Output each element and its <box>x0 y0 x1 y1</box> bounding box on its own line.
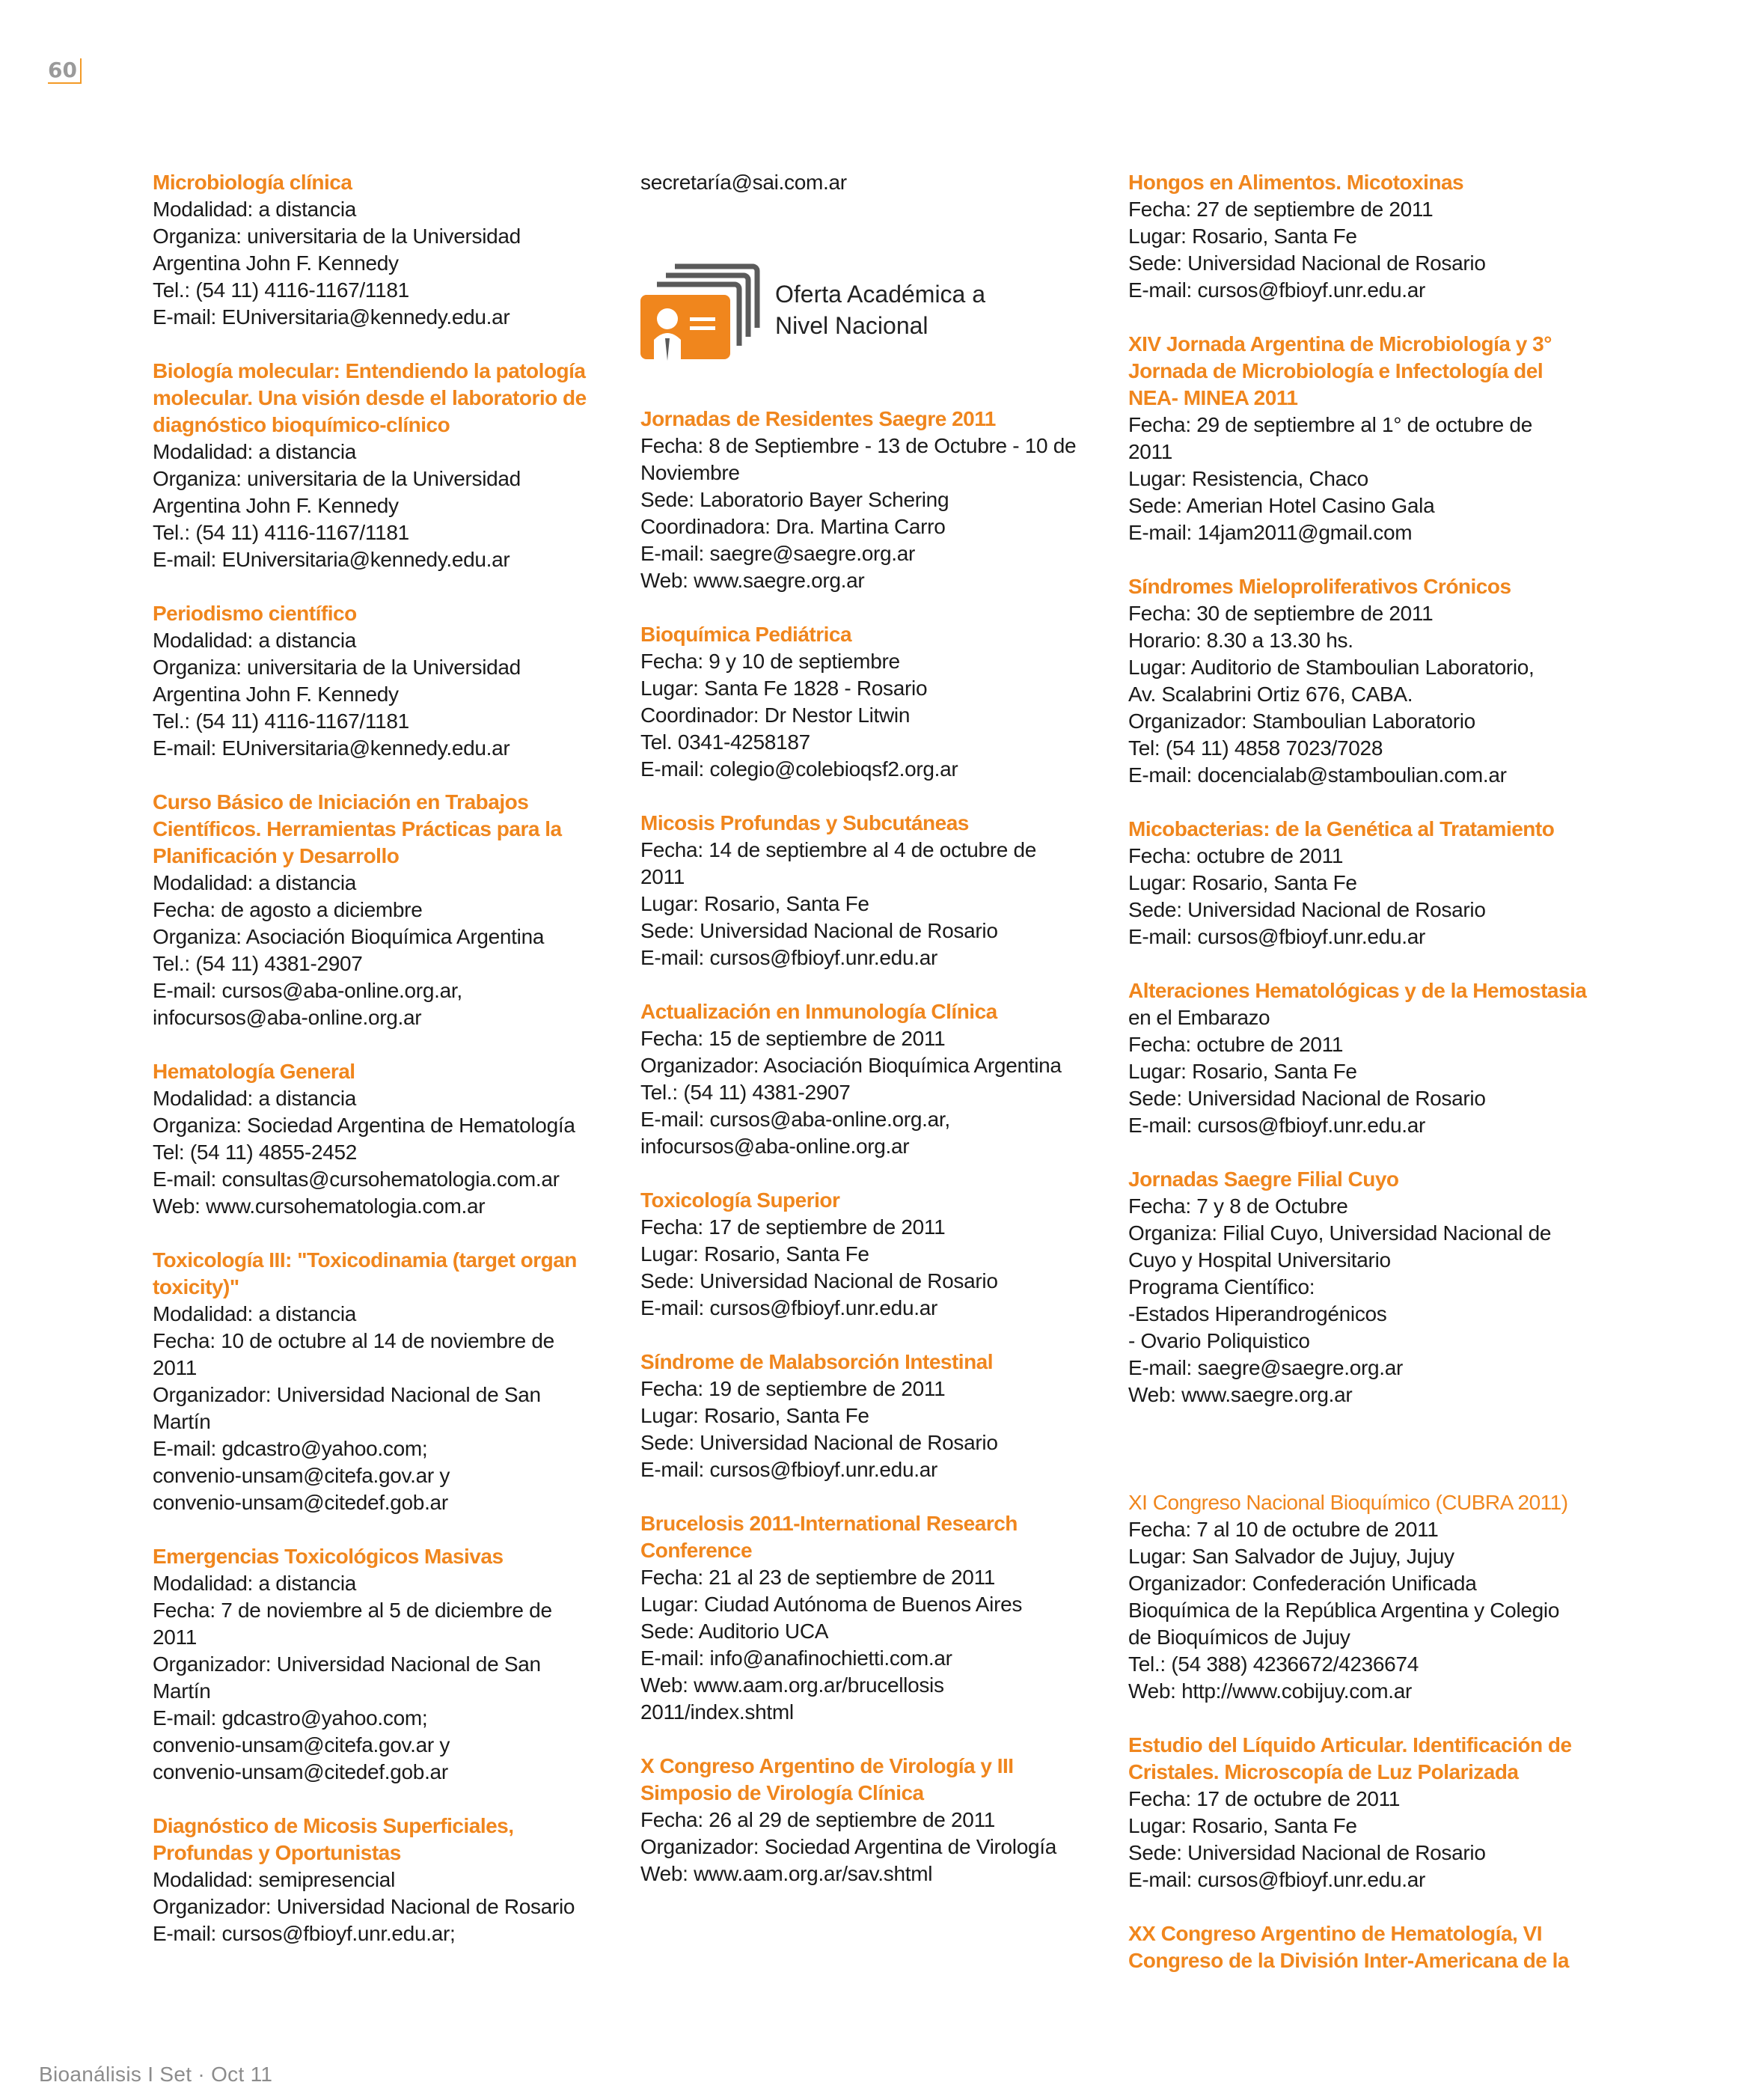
event-detail-line: infocursos@aba-online.org.ar <box>640 1135 910 1158</box>
event-detail-line: Modalidad: a distancia <box>153 1087 357 1110</box>
event-detail-line: Sede: Universidad Nacional de Rosario <box>1128 1087 1486 1110</box>
event-detail-line: Sede: Laboratorio Bayer Schering <box>640 488 949 511</box>
event-detail-line: 2011 <box>1128 440 1173 463</box>
event-title-continuation: en el Embarazo <box>1128 1006 1270 1029</box>
event-title-text: Microbiología clínica <box>153 171 352 194</box>
event-title <box>1128 1489 1607 1516</box>
event-title <box>1128 1732 1607 1786</box>
event-detail-line: -Estados Hiperandrogénicos <box>1128 1302 1387 1325</box>
section-header <box>640 256 1104 361</box>
academic-offer-icon <box>640 256 768 361</box>
event-detail-line: Coordinador: Dr Nestor Litwin <box>640 703 911 727</box>
event-entry <box>1128 1489 1607 1705</box>
event-title <box>640 1187 1104 1214</box>
event-entry <box>153 169 617 331</box>
event-detail-line: Fecha: 19 de septiembre de 2011 <box>640 1377 946 1400</box>
event-detail-line: Martín <box>153 1410 211 1433</box>
event-detail-line: - Ovario Poliquistico <box>1128 1329 1310 1352</box>
event-title-text: Curso Básico de Iniciación en Trabajos Científicos. Herramientas Prácticas para la Planificación y Desarrollo <box>153 790 562 867</box>
event-detail-line: infocursos@aba-online.org.ar <box>153 1006 422 1029</box>
event-detail-line: Modalidad: a distancia <box>153 198 357 221</box>
event-detail-line: Argentina John F. Kennedy <box>153 251 399 275</box>
event-entry <box>1128 331 1607 546</box>
event-title-text: Hongos en Alimentos. Micotoxinas <box>1128 171 1464 194</box>
event-title-text: Toxicología Superior <box>640 1188 840 1212</box>
event-title-text: Periodismo científico <box>153 602 357 625</box>
event-title-text: Bioquímica Pediátrica <box>640 623 852 646</box>
event-detail-line: Sede: Universidad Nacional de Rosario <box>1128 1841 1486 1864</box>
event-entry <box>153 600 617 762</box>
event-detail-line: Lugar: Rosario, Santa Fe <box>640 892 869 915</box>
event-detail-line: E-mail: saegre@saegre.org.ar <box>640 542 916 565</box>
event-detail-line: Argentina John F. Kennedy <box>153 683 399 706</box>
event-detail-line: Modalidad: a distancia <box>153 1302 357 1325</box>
event-entry <box>1128 573 1607 789</box>
event-detail-line: convenio-unsam@citefa.gov.ar y <box>153 1464 450 1487</box>
event-title <box>153 789 617 870</box>
event-detail-line: Fecha: 27 de septiembre de 2011 <box>1128 198 1434 221</box>
event-entry <box>1128 816 1607 950</box>
event-detail-line: Lugar: Rosario, Santa Fe <box>1128 1814 1357 1837</box>
event-entry <box>153 1543 617 1786</box>
event-detail-line: Sede: Universidad Nacional de Rosario <box>1128 251 1486 275</box>
event-detail-line: Organizador: Universidad Nacional de San <box>153 1383 541 1406</box>
page-number: 60 <box>48 58 82 84</box>
event-entry <box>1128 977 1607 1139</box>
event-detail-line: Web: www.cursohematologia.com.ar <box>153 1194 486 1218</box>
event-title <box>153 1543 617 1570</box>
event-title <box>153 1247 617 1301</box>
event-title-text: Emergencias Toxicológicos Masivas <box>153 1545 504 1568</box>
event-detail-line: Cuyo y Hospital Universitario <box>1128 1248 1391 1272</box>
event-title-text: Biología molecular: Entendiendo la patología molecular. Una visión desde el laboratorio de diagnóstico bioquímico-clínico <box>153 359 587 436</box>
page-footer: Bioanálisis I Set · Oct 11 <box>39 2063 273 2086</box>
event-title-text: Hematología General <box>153 1060 355 1083</box>
event-title <box>1128 816 1607 843</box>
event-detail-line: Tel.: (54 11) 4116-1167/1181 <box>153 709 409 733</box>
event-title-text: Jornadas Saegre Filial Cuyo <box>1128 1167 1399 1191</box>
entry-continuation <box>640 169 1104 196</box>
event-title-text: Diagnóstico de Micosis Superficiales, Profundas y Oportunistas <box>153 1814 514 1864</box>
event-detail-line: E-mail: gdcastro@yahoo.com; <box>153 1706 428 1730</box>
event-detail-line: Programa Científico: <box>1128 1275 1315 1298</box>
event-detail-line: Sede: Auditorio UCA <box>640 1620 829 1643</box>
event-detail-line: Organizador: Universidad Nacional de Rosario <box>153 1895 575 1918</box>
event-detail-line: Lugar: Auditorio de Stamboulian Laboratorio, <box>1128 656 1535 679</box>
event-detail-line: Web: www.saegre.org.ar <box>1128 1383 1353 1406</box>
event-title <box>1128 169 1607 196</box>
event-entry <box>153 1247 617 1516</box>
event-detail-line: Noviembre <box>640 461 740 484</box>
event-detail-line: Tel.: (54 11) 4381-2907 <box>153 952 363 975</box>
event-detail-line: 2011 <box>153 1356 198 1379</box>
event-detail-line: Tel. 0341-4258187 <box>640 730 810 754</box>
event-detail-line: Sede: Universidad Nacional de Rosario <box>640 919 998 942</box>
event-detail-line: Fecha: de agosto a diciembre <box>153 898 423 921</box>
event-title <box>153 1058 617 1085</box>
event-detail-line: Fecha: 29 de septiembre al 1° de octubre de <box>1128 413 1532 436</box>
event-detail-line: Modalidad: a distancia <box>153 629 357 652</box>
event-detail-line: E-mail: EUniversitaria@kennedy.edu.ar <box>153 548 510 571</box>
event-title <box>640 810 1104 837</box>
event-entry <box>1128 169 1607 304</box>
event-detail-line: E-mail: cursos@fbioyf.unr.edu.ar <box>640 1458 937 1481</box>
event-title-text: Micobacterias: de la Genética al Tratamiento <box>1128 817 1555 840</box>
event-detail-line: Bioquímica de la República Argentina y Colegio <box>1128 1599 1560 1622</box>
event-detail-line: Lugar: Rosario, Santa Fe <box>1128 225 1357 248</box>
event-detail-line: Lugar: Rosario, Santa Fe <box>1128 871 1357 894</box>
event-detail-line: Web: www.aam.org.ar/sav.shtml <box>640 1862 933 1885</box>
event-detail-line: Av. Scalabrini Ortiz 676, CABA. <box>1128 683 1413 706</box>
event-title <box>1128 1166 1607 1193</box>
event-detail-line: E-mail: 14jam2011@gmail.com <box>1128 521 1413 544</box>
event-title-text: Micosis Profundas y Subcutáneas <box>640 811 969 834</box>
column-2 <box>640 169 1104 1914</box>
event-detail-line: E-mail: consultas@cursohematologia.com.ar <box>153 1167 560 1191</box>
event-detail-line: E-mail: docencialab@stamboulian.com.ar <box>1128 763 1507 787</box>
event-title <box>640 621 1104 648</box>
event-detail-line: Organizador: Universidad Nacional de San <box>153 1652 541 1676</box>
event-detail-line: Organizador: Stamboulian Laboratorio <box>1128 709 1475 733</box>
event-title <box>1128 977 1607 1031</box>
event-detail-line: Tel.: (54 11) 4381-2907 <box>640 1081 851 1104</box>
event-detail-line: Tel.: (54 11) 4116-1167/1181 <box>153 278 409 302</box>
event-detail-line: Organizador: Asociación Bioquímica Argentina <box>640 1054 1062 1077</box>
event-detail-line: convenio-unsam@citedef.gob.ar <box>153 1491 448 1514</box>
event-entry <box>640 406 1104 594</box>
event-detail-line: Modalidad: semipresencial <box>153 1868 396 1891</box>
event-entry <box>1128 1166 1607 1408</box>
event-detail-line: E-mail: colegio@colebioqsf2.org.ar <box>640 757 958 781</box>
event-detail-line: Organizador: Sociedad Argentina de Virología <box>640 1835 1057 1858</box>
event-detail-line: Modalidad: a distancia <box>153 440 357 463</box>
event-detail-line: E-mail: EUniversitaria@kennedy.edu.ar <box>153 736 510 760</box>
event-title-text: Síndromes Mieloproliferativos Crónicos <box>1128 575 1511 598</box>
event-detail-line: Argentina John F. Kennedy <box>153 494 399 517</box>
event-detail-line: E-mail: cursos@aba-online.org.ar, <box>640 1108 950 1131</box>
event-title <box>153 600 617 627</box>
event-detail-line: Fecha: 8 de Septiembre - 13 de Octubre - 10 de <box>640 434 1077 457</box>
event-entry <box>153 789 617 1031</box>
event-entry <box>640 1187 1104 1322</box>
spacer <box>1128 1435 1607 1489</box>
event-title <box>640 998 1104 1025</box>
event-detail-line: Organiza: universitaria de la Universidad <box>153 656 521 679</box>
event-detail-line: Organiza: Filial Cuyo, Universidad Nacional de <box>1128 1221 1552 1245</box>
event-detail-line: E-mail: saegre@saegre.org.ar <box>1128 1356 1404 1379</box>
event-title <box>640 1510 1104 1564</box>
event-title <box>153 1813 617 1867</box>
event-detail-line: Lugar: San Salvador de Jujuy, Jujuy <box>1128 1545 1454 1568</box>
event-title <box>153 169 617 196</box>
event-title-text: Actualización en Inmunología Clínica <box>640 1000 997 1023</box>
event-detail-line: E-mail: info@anafinochietti.com.ar <box>640 1646 952 1670</box>
event-title-text: Alteraciones Hematológicas y de la Hemostasia <box>1128 979 1587 1002</box>
event-detail-line: E-mail: cursos@fbioyf.unr.edu.ar <box>1128 1868 1425 1891</box>
event-entry <box>640 810 1104 971</box>
event-entry <box>1128 1920 1607 1974</box>
event-detail-line: E-mail: cursos@aba-online.org.ar, <box>153 979 462 1002</box>
event-detail-line: Sede: Amerian Hotel Casino Gala <box>1128 494 1435 517</box>
event-detail-line: Organiza: universitaria de la Universidad <box>153 225 521 248</box>
event-detail-line: Fecha: octubre de 2011 <box>1128 1033 1344 1056</box>
event-detail-line: Organiza: Asociación Bioquímica Argentina <box>153 925 545 948</box>
event-detail-line: Fecha: 17 de septiembre de 2011 <box>640 1215 946 1239</box>
event-title-text: Brucelosis 2011-International Research Conference <box>640 1512 1018 1562</box>
column-3 <box>1128 169 1607 2001</box>
event-detail-line: Lugar: Rosario, Santa Fe <box>640 1242 869 1266</box>
event-detail-line: 2011 <box>640 865 685 888</box>
event-title-text: Síndrome de Malabsorción Intestinal <box>640 1350 994 1373</box>
event-detail-line: Modalidad: a distancia <box>153 1572 357 1595</box>
event-title-text: XX Congreso Argentino de Hematología, VI Congreso de la División Inter-Americana de la <box>1128 1922 1570 1972</box>
event-detail-line: 2011/index.shtml <box>640 1700 794 1724</box>
event-title <box>1128 331 1607 412</box>
event-detail-line: Web: www.aam.org.ar/brucellosis <box>640 1673 944 1697</box>
event-detail-line: Web: http://www.cobijuy.com.ar <box>1128 1679 1412 1703</box>
event-detail-line: E-mail: cursos@fbioyf.unr.edu.ar <box>640 946 937 969</box>
event-entry <box>153 358 617 573</box>
event-detail-line: E-mail: cursos@fbioyf.unr.edu.ar <box>1128 1114 1425 1137</box>
event-detail-line: Coordinadora: Dra. Martina Carro <box>640 515 946 538</box>
event-detail-line: convenio-unsam@citedef.gob.ar <box>153 1760 448 1783</box>
event-detail-line: E-mail: cursos@fbioyf.unr.edu.ar; <box>153 1922 456 1945</box>
event-detail-line: Organiza: Sociedad Argentina de Hematología <box>153 1114 575 1137</box>
event-detail-line: Fecha: octubre de 2011 <box>1128 844 1344 867</box>
event-detail-line: Martín <box>153 1679 211 1703</box>
event-detail-line: Tel.: (54 11) 4116-1167/1181 <box>153 521 409 544</box>
event-detail-line: de Bioquímicos de Jujuy <box>1128 1626 1350 1649</box>
event-detail-line: Fecha: 26 al 29 de septiembre de 2011 <box>640 1808 996 1831</box>
event-detail-line: E-mail: gdcastro@yahoo.com; <box>153 1437 428 1460</box>
event-title-text: XIV Jornada Argentina de Microbiología y 3° Jornada de Microbiología e Infectología del NEA- MINEA 2011 <box>1128 332 1552 409</box>
event-detail-line: Lugar: Rosario, Santa Fe <box>640 1404 869 1427</box>
event-detail-line: Tel: (54 11) 4855-2452 <box>153 1141 358 1164</box>
event-title <box>640 1753 1104 1807</box>
entry-line: secretaría@sai.com.ar <box>640 171 847 194</box>
event-detail-line: Fecha: 14 de septiembre al 4 de octubre de <box>640 838 1037 861</box>
event-entry <box>153 1058 617 1220</box>
event-detail-line: E-mail: cursos@fbioyf.unr.edu.ar <box>1128 925 1425 948</box>
event-detail-line: convenio-unsam@citefa.gov.ar y <box>153 1733 450 1756</box>
event-title-text: Toxicología III: "Toxicodinamia (target organ toxicity)" <box>153 1248 577 1298</box>
event-detail-line: E-mail: cursos@fbioyf.unr.edu.ar <box>640 1296 937 1319</box>
event-detail-line: Sede: Universidad Nacional de Rosario <box>640 1431 998 1454</box>
event-detail-line: Fecha: 7 de noviembre al 5 de diciembre de <box>153 1599 552 1622</box>
event-detail-line: Fecha: 10 de octubre al 14 de noviembre de <box>153 1329 554 1352</box>
event-detail-line: Organiza: universitaria de la Universidad <box>153 467 521 490</box>
event-title <box>1128 1920 1607 1974</box>
event-detail-line: Sede: Universidad Nacional de Rosario <box>1128 898 1486 921</box>
event-detail-line: Fecha: 7 al 10 de octubre de 2011 <box>1128 1518 1439 1541</box>
event-detail-line: Lugar: Santa Fe 1828 - Rosario <box>640 677 928 700</box>
event-title <box>640 1349 1104 1376</box>
event-title-text: X Congreso Argentino de Virología y III Simposio de Virología Clínica <box>640 1754 1014 1804</box>
event-detail-line: Modalidad: a distancia <box>153 871 357 894</box>
event-detail-line: Lugar: Resistencia, Chaco <box>1128 467 1368 490</box>
event-title-text: Jornadas de Residentes Saegre 2011 <box>640 407 996 430</box>
event-title <box>1128 573 1607 600</box>
event-title <box>153 358 617 439</box>
event-title-text: Estudio del Líquido Articular. Identificación de Cristales. Microscopía de Luz Polarizada <box>1128 1733 1572 1783</box>
event-entry <box>640 1349 1104 1483</box>
event-title-text: XI Congreso Nacional Bioquímico (CUBRA 2011) <box>1128 1491 1568 1514</box>
event-detail-line: 2011 <box>153 1626 198 1649</box>
event-entry <box>153 1813 617 1947</box>
event-detail-line: Fecha: 30 de septiembre de 2011 <box>1128 602 1434 625</box>
event-detail-line: Tel: (54 11) 4858 7023/7028 <box>1128 736 1383 760</box>
event-detail-line: Fecha: 9 y 10 de septiembre <box>640 650 900 673</box>
event-detail-line: Sede: Universidad Nacional de Rosario <box>640 1269 998 1292</box>
event-detail-line: Fecha: 21 al 23 de septiembre de 2011 <box>640 1566 996 1589</box>
event-detail-line: Fecha: 15 de septiembre de 2011 <box>640 1027 946 1050</box>
event-detail-line: Fecha: 7 y 8 de Octubre <box>1128 1194 1348 1218</box>
event-detail-line: Web: www.saegre.org.ar <box>640 569 865 592</box>
event-detail-line: Lugar: Ciudad Autónoma de Buenos Aires <box>640 1593 1023 1616</box>
event-detail-line: Fecha: 17 de octubre de 2011 <box>1128 1787 1401 1810</box>
event-entry <box>640 1510 1104 1726</box>
event-entry <box>640 621 1104 783</box>
event-entry <box>1128 1732 1607 1893</box>
event-entry <box>640 998 1104 1160</box>
event-detail-line: Lugar: Rosario, Santa Fe <box>1128 1060 1357 1083</box>
event-entry <box>640 1753 1104 1887</box>
event-detail-line: Tel.: (54 388) 4236672/4236674 <box>1128 1652 1419 1676</box>
section-title: Oferta Académica a Nivel Nacional <box>775 281 986 339</box>
event-detail-line: Organizador: Confederación Unificada <box>1128 1572 1477 1595</box>
event-title <box>640 406 1104 433</box>
event-detail-line: E-mail: cursos@fbioyf.unr.edu.ar <box>1128 278 1425 302</box>
event-detail-line: Horario: 8.30 a 13.30 hs. <box>1128 629 1353 652</box>
event-detail-line: E-mail: EUniversitaria@kennedy.edu.ar <box>153 305 510 329</box>
column-2-entries <box>640 406 1104 1887</box>
column-1 <box>153 169 617 1974</box>
